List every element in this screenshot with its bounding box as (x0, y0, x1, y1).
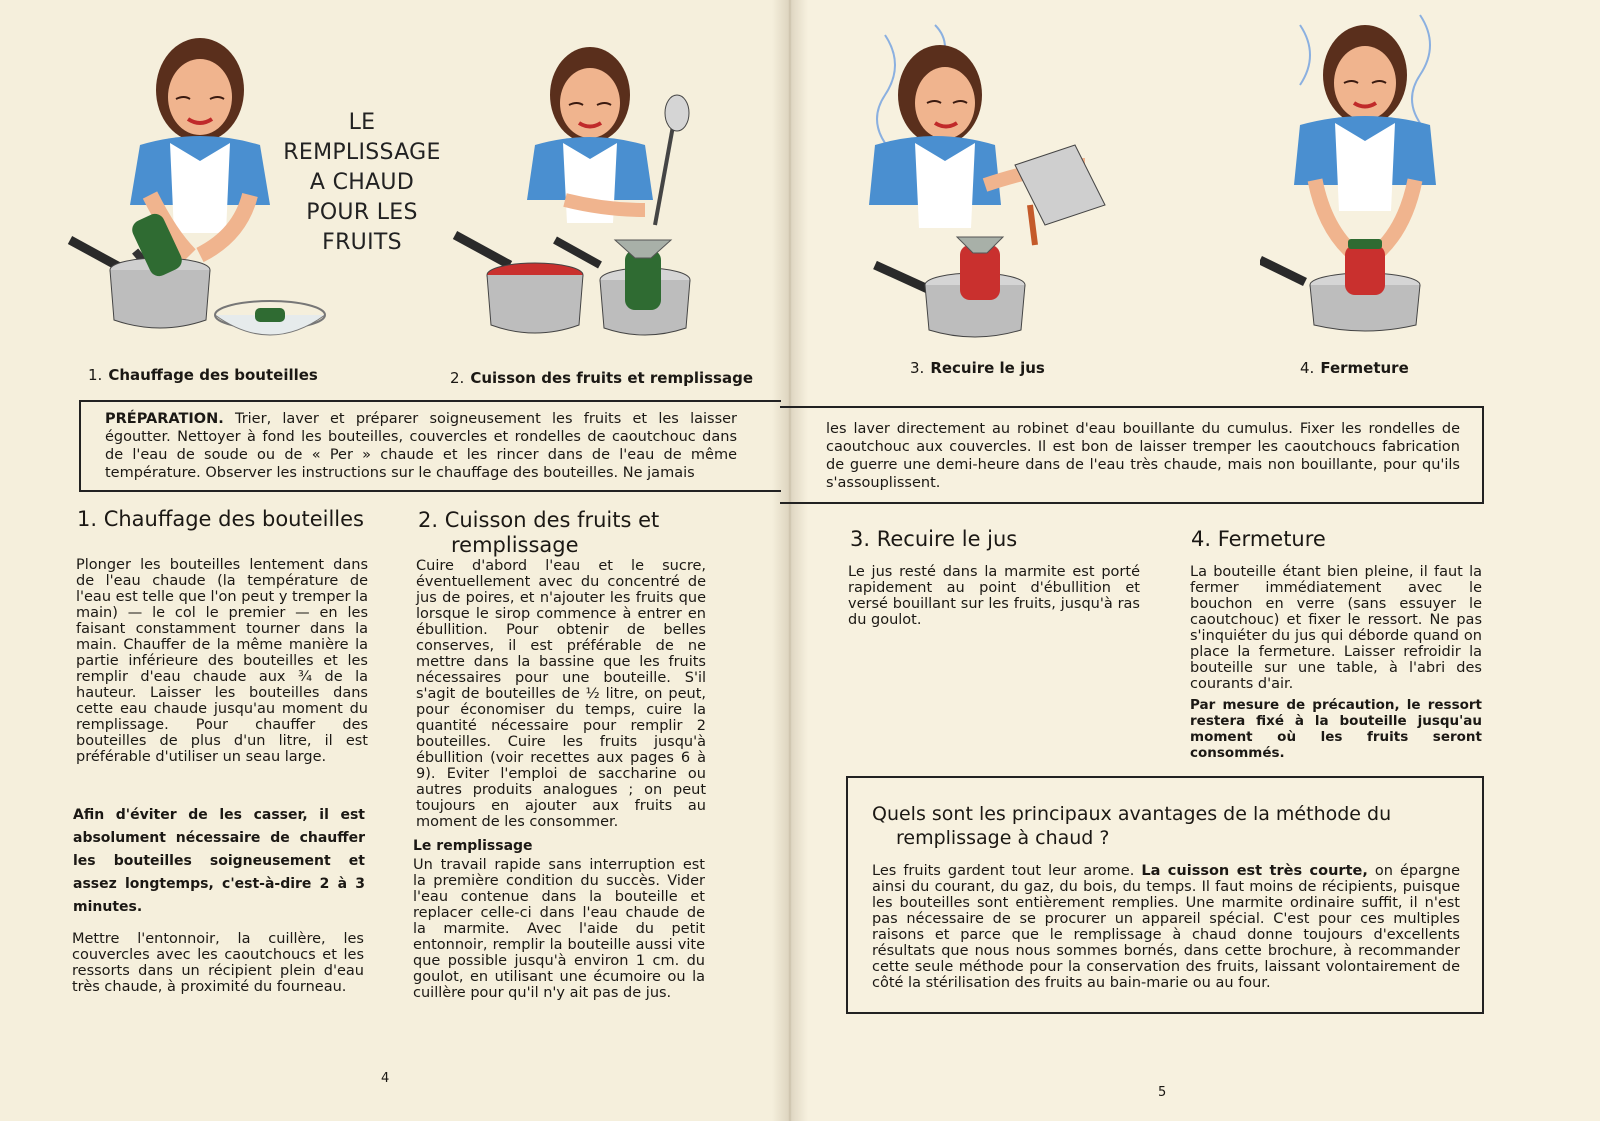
section-2-sub-body: Un travail rapide sans interruption est la première condition du succès. Vider l'eau contenue dans la bouteille et replacer celle-ci dans l'eau chaude de la marmite. Avec l'aide du petit entonnoir, remplir la bouteille aussi vite que possible jusqu'à environ 1 cm. du goulot, en utilisant une écumoire ou la cuillère pour qu'il n'y ait pas de jus. (413, 857, 705, 1001)
page-number-right: 5 (1158, 1085, 1167, 1100)
section-3-body: Le jus resté dans la marmite est porté rapidement au point d'ébullition et versé bouillant sur les fruits, jusqu'à ras du goulot. (848, 564, 1140, 628)
section-1-after: Mettre l'entonnoir, la cuillère, les couvercles avec les caoutchoucs et les ressorts dans un récipient plein d'eau très chaude, à proximité du fourneau. (72, 931, 364, 995)
section-2-subheading: Le remplissage (413, 838, 533, 854)
section-3-heading: 3. Recuire le jus (850, 527, 1018, 551)
illustration-closing-bottle (1260, 5, 1470, 335)
section-2-body: Cuire d'abord l'eau et le sucre, éventuellement avec du concentré de jus de poires, et n'ajouter les fruits que lorsque le sirop commence à entrer en ébullition. Pour obtenir de belles conserves, il est préférable de ne mettre dans la bassine que les fruits nécessaires pour une bouteille. S'il s'agit de bouteilles de ½ litre, on peut, pour économiser du temps, cuire la quantité nécessaire pour remplir 2 bouteilles. Cuire les fruits jusqu'à ébullition (voir recettes aux pages 6 à 9). Eviter l'emploi de saccharine ou autres produits analogues ; on peut toujours en ajouter aux fruits au moment de les consommer. (416, 558, 706, 830)
section-2-heading: 2. Cuisson des fruits et remplissage (418, 508, 660, 557)
section-1-warning: Afin d'éviter de les casser, il est absolument nécessaire de chauffer les bouteilles soigneusement et assez longtemps, c'est-à-dire 2 à 3 minutes. (73, 807, 365, 915)
section-4-heading: 4. Fermeture (1191, 527, 1326, 551)
illustration-pouring-juice (865, 15, 1135, 345)
preparation-text-left: PRÉPARATION. Trier, laver et préparer soigneusement les fruits et les laisser égoutter. Nettoyer à fond les bouteilles, couvercles et rondelles de caoutchouc dans de l'eau de soude ou de « Per » chaude et les rincer dans de l'eau de même température. Observer les instructions sur le chauffage des bouteilles. Ne jamais (105, 411, 738, 481)
page-number-left: 4 (381, 1071, 390, 1086)
page-title: LE REMPLISSAGE A CHAUD POUR LES FRUITS (283, 110, 441, 255)
caption-1: 1. Chauffage des bouteilles (88, 366, 318, 384)
section-4-bold: Par mesure de précaution, le ressort restera fixé à la bouteille jusqu'au moment où les fruits seront consommés. (1190, 697, 1482, 761)
caption-2: 2. Cuisson des fruits et remplissage (450, 369, 754, 387)
preparation-text-right: les laver directement au robinet d'eau bouillante du cumulus. Fixer les rondelles de caoutchouc aux couvercles. Il est bon de laisser tremper les caoutchoucs fabrication de guerre une demi-heure dans de l'eau très chaude, mais non bouillante, pour qu'ils s'assouplissent. (826, 421, 1460, 491)
illustration-cooking-fruits (445, 25, 735, 360)
advantages-box (846, 776, 1484, 1014)
preparation-box-right (780, 406, 1484, 504)
advantages-heading: Quels sont les principaux avantages de la méthode du remplissage à chaud ? (872, 803, 1392, 849)
section-1-body: Plonger les bouteilles lentement dans de l'eau chaude (la température de l'eau est telle que l'on peut y tremper la main) — le col le premier — en les faisant constamment tourner dans la main. Chauffer de la même manière la partie inférieure des bouteilles et les remplir d'eau chaude aux ¾ de la hauteur. Laisser les bouteilles dans cette eau chaude jusqu'au moment du remplissage. Pour chauffer des bouteilles de plus d'un litre, il est préférable d'utiliser un seau large. (76, 557, 368, 765)
section-1-heading: 1. Chauffage des bouteilles (77, 507, 364, 531)
caption-3: 3. Recuire le jus (910, 359, 1045, 377)
caption-4: 4. Fermeture (1300, 359, 1409, 377)
preparation-box-left (79, 400, 781, 492)
section-4-body: La bouteille étant bien pleine, il faut la fermer immédiatement avec le bouchon en verre (sans essuyer le caoutchouc) et fixer le ressort. Ne pas s'inquiéter du jus qui déborde quand on place la fermeture. Laisser refroidir la bouteille sur une table, à l'abri des courants d'air. (1190, 564, 1482, 692)
advantages-text: Les fruits gardent tout leur arome. La cuisson est très courte, on épargne ainsi du courant, du gaz, du bois, du temps. Il faut moins de récipients, puisque les bouteilles sont entièrement remplies. Une marmite ordinaire suffit, il n'est pas nécessaire de se procurer un appareil spécial. C'est pour ces multiples raisons et parce que le remplissage à chaud donne toujours d'excellents résultats que nous nous sommes bornés, dans cette brochure, à recommander cette seule méthode pour la conservation des fruits, laissant volontairement de côté la stérilisation des fruits au bain-marie ou au four. (872, 863, 1461, 991)
book-spine (772, 0, 808, 1121)
